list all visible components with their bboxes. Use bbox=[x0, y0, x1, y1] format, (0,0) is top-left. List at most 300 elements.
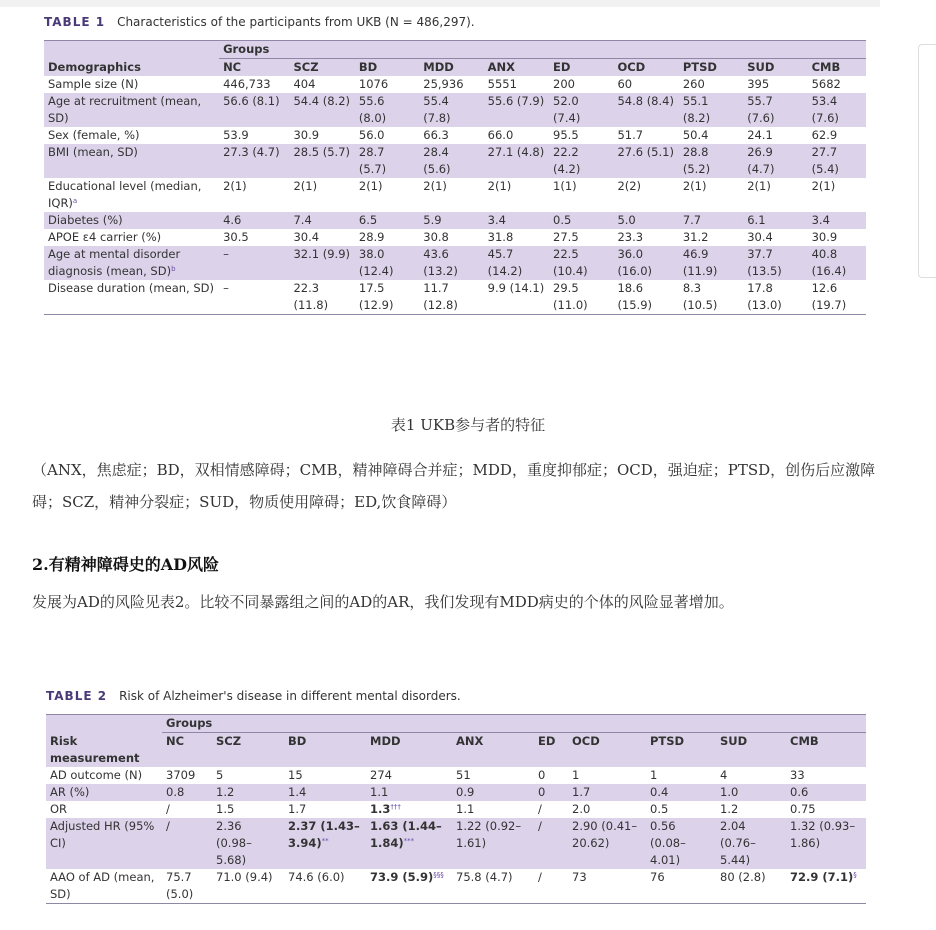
cell-value: 0.9 bbox=[456, 784, 475, 799]
table-cell bbox=[452, 801, 534, 818]
table-cell bbox=[162, 869, 212, 904]
table-cell bbox=[679, 280, 743, 315]
cell-value: 6.5 bbox=[358, 213, 378, 227]
table-cell bbox=[646, 767, 716, 784]
table-cell bbox=[484, 229, 549, 246]
table-cell bbox=[289, 127, 354, 144]
table-cell bbox=[284, 767, 366, 784]
cell-value: 446,733 bbox=[223, 77, 271, 91]
cell-value: 5682 bbox=[811, 77, 841, 91]
table1-label: TABLE 1 bbox=[44, 15, 106, 29]
cell-value: 1(1) bbox=[553, 179, 577, 193]
table-cell bbox=[534, 767, 568, 784]
cell-value: 80 (2.8) bbox=[720, 869, 766, 884]
cell-value: 32.1 (9.9) bbox=[293, 247, 351, 261]
cell-value: 0.5 bbox=[650, 801, 669, 816]
table-cell bbox=[419, 76, 483, 93]
cell-value: 31.2 bbox=[682, 230, 709, 244]
table-cell bbox=[808, 76, 866, 93]
column-header-nc: NC bbox=[219, 59, 289, 77]
row-label bbox=[44, 178, 219, 212]
cell-value: 1.1 bbox=[370, 784, 389, 799]
cell-value: 46.9 (11.9) bbox=[682, 247, 718, 278]
cell-value: 60 bbox=[617, 77, 633, 91]
cell-value: 54.8 (8.4) bbox=[617, 94, 674, 108]
table-row bbox=[44, 127, 866, 144]
table-cell bbox=[716, 869, 786, 904]
row-label bbox=[44, 280, 219, 315]
cell-value: 72.9 (7.1) bbox=[790, 869, 854, 884]
cell-value: 18.6 (15.9) bbox=[617, 281, 653, 312]
cell-value: 274 bbox=[370, 767, 392, 782]
table-cell bbox=[366, 801, 452, 818]
cell-value: 22.5 (10.4) bbox=[553, 247, 588, 278]
cell-value: 55.4 (7.8) bbox=[423, 94, 451, 125]
cell-value: 95.5 bbox=[553, 128, 579, 142]
column-header-cmb: CMB bbox=[786, 733, 866, 767]
table-cell bbox=[219, 212, 289, 229]
cell-value: 5.9 bbox=[423, 213, 442, 227]
column-header-scz: SCZ bbox=[289, 59, 354, 77]
cell-value: / bbox=[166, 801, 170, 816]
cell-value: 1076 bbox=[358, 77, 389, 91]
cell-value: 7.4 bbox=[293, 213, 312, 227]
cell-value: 26.9 (4.7) bbox=[747, 145, 775, 176]
table-cell bbox=[219, 144, 289, 178]
cell-value: 1.7 bbox=[288, 801, 307, 816]
table-cell bbox=[808, 93, 866, 127]
table-row bbox=[44, 76, 866, 93]
table-cell bbox=[219, 76, 289, 93]
table-cell bbox=[162, 818, 212, 869]
cell-value: 43.6 (13.2) bbox=[423, 247, 458, 278]
cell-value: 200 bbox=[553, 77, 575, 91]
table-cell bbox=[743, 93, 807, 127]
table-cell bbox=[786, 869, 866, 904]
table-cell bbox=[613, 76, 678, 93]
table-cell bbox=[355, 212, 419, 229]
cell-value: 0 bbox=[538, 767, 546, 782]
table-cell bbox=[452, 767, 534, 784]
row-label bbox=[46, 869, 162, 904]
cell-value: 66.3 bbox=[423, 128, 449, 142]
table-cell bbox=[613, 229, 678, 246]
cell-value: 0.56 (0.08–4.01) bbox=[650, 818, 686, 867]
cell-value: 2(1) bbox=[223, 179, 247, 193]
cell-value: 1.4 bbox=[288, 784, 307, 799]
cell-value: 8.3 (10.5) bbox=[682, 281, 718, 312]
table-cell bbox=[743, 229, 807, 246]
cell-value: 1.5 bbox=[216, 801, 235, 816]
table-cell bbox=[484, 127, 549, 144]
row-label bbox=[44, 127, 219, 144]
row-label-text: AD outcome (N) bbox=[50, 767, 143, 782]
table-cell bbox=[549, 76, 613, 93]
row-label bbox=[44, 229, 219, 246]
table-cell bbox=[366, 767, 452, 784]
cell-value: 28.8 (5.2) bbox=[682, 145, 711, 176]
table1 bbox=[44, 40, 866, 315]
table-cell bbox=[452, 784, 534, 801]
column-header-ed: ED bbox=[534, 733, 568, 767]
table-cell bbox=[716, 818, 786, 869]
groups-label: Groups bbox=[162, 715, 866, 733]
cell-value: 40.8 (16.4) bbox=[811, 247, 847, 278]
cell-value: 22.3 (11.8) bbox=[293, 281, 329, 312]
table-cell bbox=[162, 767, 212, 784]
column-header-sud: SUD bbox=[743, 59, 807, 77]
cell-value: 22.2 (4.2) bbox=[553, 145, 581, 176]
table-cell bbox=[716, 784, 786, 801]
table-cell bbox=[484, 93, 549, 127]
table-row bbox=[46, 784, 866, 801]
table-cell bbox=[808, 127, 866, 144]
table-cell bbox=[355, 144, 419, 178]
table-cell bbox=[786, 784, 866, 801]
table-cell bbox=[419, 144, 483, 178]
cell-value: 30.9 bbox=[293, 128, 320, 142]
cell-value: 50.4 bbox=[682, 128, 709, 142]
table-row bbox=[44, 246, 866, 280]
cell-value: 2(1) bbox=[293, 179, 318, 193]
table-cell bbox=[219, 178, 289, 212]
cell-value: 75.7 (5.0) bbox=[166, 869, 194, 901]
cell-value: – bbox=[223, 281, 229, 295]
column-header-bd: BD bbox=[355, 59, 419, 77]
table-cell bbox=[679, 212, 743, 229]
table-cell bbox=[743, 76, 807, 93]
cell-value: 27.1 (4.8) bbox=[487, 145, 545, 159]
table-cell bbox=[355, 229, 419, 246]
cell-value: 2(1) bbox=[682, 179, 707, 193]
table-cell bbox=[419, 93, 483, 127]
cell-value: 53.4 (7.6) bbox=[811, 94, 839, 125]
section-paragraph: 发展为AD的风险见表2。比较不同暴露组之间的AD的AR，我们发现有MDD病史的个体的风险显著增加。 bbox=[32, 593, 734, 611]
cell-value: 27.3 (4.7) bbox=[223, 145, 280, 159]
cell-value: 0.4 bbox=[650, 784, 669, 799]
column-header-anx: ANX bbox=[452, 733, 534, 767]
cell-value: 33 bbox=[790, 767, 805, 782]
top-scroll-edge bbox=[0, 0, 880, 7]
table-cell bbox=[613, 127, 678, 144]
cell-value: 0.8 bbox=[166, 784, 185, 799]
table-cell bbox=[613, 280, 678, 315]
row-label-text: Educational level (median, IQR) bbox=[48, 179, 202, 210]
cell-value: 24.1 bbox=[747, 128, 773, 142]
cell-value: 51.7 bbox=[617, 128, 644, 142]
table-cell bbox=[646, 801, 716, 818]
table-row bbox=[46, 767, 866, 784]
table-cell bbox=[534, 784, 568, 801]
table-cell bbox=[289, 246, 354, 280]
table-cell bbox=[613, 144, 678, 178]
cell-value: 53.9 bbox=[223, 128, 249, 142]
cell-value: 2.0 bbox=[572, 801, 591, 816]
table-cell bbox=[549, 127, 613, 144]
header-corner bbox=[44, 41, 219, 59]
table-cell bbox=[808, 144, 866, 178]
cell-value: 3.4 bbox=[487, 213, 506, 227]
column-header-ptsd: PTSD bbox=[679, 59, 743, 77]
cell-value: 76 bbox=[650, 869, 665, 884]
table-cell bbox=[212, 767, 284, 784]
cell-value: 1.7 bbox=[572, 784, 591, 799]
cell-value: 1.22 (0.92–1.61) bbox=[456, 818, 522, 850]
cell-value: 30.5 bbox=[223, 230, 249, 244]
table1-chinese-caption: 表1 UKB参与者的特征 bbox=[390, 416, 546, 434]
table-cell bbox=[716, 767, 786, 784]
cell-value: / bbox=[166, 818, 170, 833]
cell-value: 0 bbox=[538, 784, 546, 799]
table-cell bbox=[679, 178, 743, 212]
table-cell bbox=[808, 178, 866, 212]
cell-value: 2(1) bbox=[423, 179, 447, 193]
cell-value: 27.5 bbox=[553, 230, 579, 244]
column-header-row bbox=[46, 733, 866, 767]
column-header-scz: SCZ bbox=[212, 733, 284, 767]
row-label bbox=[46, 818, 162, 869]
cell-value: 73.9 (5.9) bbox=[370, 869, 434, 884]
table-cell bbox=[679, 246, 743, 280]
column-header-bd: BD bbox=[284, 733, 366, 767]
cell-value: 25,936 bbox=[423, 77, 464, 91]
row-label bbox=[44, 212, 219, 229]
table-cell bbox=[219, 246, 289, 280]
cell-value: 5 bbox=[216, 767, 224, 782]
row-label bbox=[46, 784, 162, 801]
table-cell bbox=[646, 869, 716, 904]
table-cell bbox=[355, 76, 419, 93]
groups-header-row bbox=[46, 715, 866, 733]
table-cell bbox=[613, 178, 678, 212]
cell-value: 55.6 (7.9) bbox=[487, 94, 545, 108]
table-cell bbox=[289, 229, 354, 246]
table-cell bbox=[716, 801, 786, 818]
row-label-text: AAO of AD (mean, SD) bbox=[50, 869, 155, 901]
cell-value: 66.0 bbox=[487, 128, 514, 142]
table-cell bbox=[808, 229, 866, 246]
cell-value: 2(1) bbox=[487, 179, 512, 193]
table-cell bbox=[743, 144, 807, 178]
table-cell bbox=[355, 280, 419, 315]
table-cell bbox=[289, 212, 354, 229]
table-cell bbox=[549, 212, 613, 229]
table-cell bbox=[786, 801, 866, 818]
table-cell bbox=[212, 801, 284, 818]
table-cell bbox=[452, 869, 534, 904]
table-cell bbox=[679, 93, 743, 127]
table-cell bbox=[419, 229, 483, 246]
cell-value: / bbox=[538, 818, 542, 833]
table-cell bbox=[289, 76, 354, 93]
table-cell bbox=[289, 280, 354, 315]
table-cell bbox=[568, 801, 646, 818]
table-cell bbox=[484, 178, 549, 212]
table-cell bbox=[534, 801, 568, 818]
table-cell bbox=[679, 229, 743, 246]
table-cell bbox=[162, 784, 212, 801]
cell-value: 55.7 (7.6) bbox=[747, 94, 775, 125]
cell-value: 55.6 (8.0) bbox=[358, 94, 387, 125]
cell-value: 5551 bbox=[487, 77, 517, 91]
cell-value: 1.2 bbox=[720, 801, 739, 816]
table-cell bbox=[284, 801, 366, 818]
table-cell bbox=[219, 93, 289, 127]
cell-value: 29.5 (11.0) bbox=[553, 281, 588, 312]
table2-label: TABLE 2 bbox=[46, 689, 108, 703]
cell-value: / bbox=[538, 801, 542, 816]
cell-value: 6.1 bbox=[747, 213, 766, 227]
cell-value: 71.0 (9.4) bbox=[216, 869, 273, 884]
table-cell bbox=[289, 93, 354, 127]
footnote-marker: b bbox=[171, 265, 176, 273]
table-row bbox=[46, 869, 866, 904]
significance-marker: ††† bbox=[390, 802, 401, 811]
cell-value: 54.4 (8.2) bbox=[293, 94, 351, 108]
table-cell bbox=[679, 127, 743, 144]
cell-value: 1.1 bbox=[456, 801, 475, 816]
cell-value: 28.7 (5.7) bbox=[358, 145, 387, 176]
table-cell bbox=[484, 246, 549, 280]
table-cell bbox=[534, 818, 568, 869]
row-label-text: Sample size (N) bbox=[48, 77, 139, 91]
table-cell bbox=[549, 246, 613, 280]
cell-value: 2(2) bbox=[617, 179, 642, 193]
cell-value: 52.0 (7.4) bbox=[553, 94, 581, 125]
row-label-text: Disease duration (mean, SD) bbox=[48, 281, 214, 295]
table-cell bbox=[743, 212, 807, 229]
table-cell bbox=[786, 767, 866, 784]
cell-value: 2(1) bbox=[811, 179, 836, 193]
table-cell bbox=[419, 178, 483, 212]
cell-value: 1.63 (1.44–1.84) bbox=[370, 818, 442, 850]
table-cell bbox=[419, 212, 483, 229]
table-cell bbox=[549, 178, 613, 212]
table-cell bbox=[289, 178, 354, 212]
table-row bbox=[44, 178, 866, 212]
cell-value: 1 bbox=[572, 767, 580, 782]
table-cell bbox=[212, 784, 284, 801]
row-label-text: Age at recruitment (mean, SD) bbox=[48, 94, 202, 125]
column-header-ocd: OCD bbox=[568, 733, 646, 767]
footnote-marker: a bbox=[72, 197, 78, 205]
row-label-text: Sex (female, %) bbox=[48, 128, 140, 142]
table-row bbox=[46, 818, 866, 869]
cell-value: 27.7 (5.4) bbox=[811, 145, 839, 176]
table-cell bbox=[743, 127, 807, 144]
table-cell bbox=[568, 869, 646, 904]
cell-value: 4 bbox=[720, 767, 728, 782]
cell-value: 2.90 (0.41–20.62) bbox=[572, 818, 638, 850]
side-panel-tab[interactable] bbox=[918, 44, 936, 278]
significance-marker: *** bbox=[403, 836, 415, 845]
column-header-ptsd: PTSD bbox=[646, 733, 716, 767]
table-cell bbox=[452, 818, 534, 869]
cell-value: 12.6 (19.7) bbox=[811, 281, 847, 312]
table-cell bbox=[646, 818, 716, 869]
cell-value: 28.4 (5.6) bbox=[423, 145, 451, 176]
cell-value: 2.36 (0.98–5.68) bbox=[216, 818, 252, 867]
table-cell bbox=[613, 212, 678, 229]
cell-value: 2.04 (0.76–5.44) bbox=[720, 818, 756, 867]
table-cell bbox=[162, 801, 212, 818]
row-label-text: Adjusted HR (95% CI) bbox=[50, 818, 155, 850]
table-cell bbox=[355, 127, 419, 144]
row-label-text: Diabetes (%) bbox=[48, 213, 123, 227]
cell-value: 56.0 bbox=[358, 128, 385, 142]
column-header-mdd: MDD bbox=[366, 733, 452, 767]
table-cell bbox=[549, 229, 613, 246]
cell-value: 1.0 bbox=[720, 784, 739, 799]
cell-value: 45.7 (14.2) bbox=[487, 247, 523, 278]
table-cell bbox=[568, 784, 646, 801]
table2-caption-text: Risk of Alzheimer's disease in different mental disorders. bbox=[119, 689, 461, 703]
table-cell bbox=[786, 818, 866, 869]
table-cell bbox=[743, 280, 807, 315]
table-cell bbox=[355, 246, 419, 280]
table-cell bbox=[219, 280, 289, 315]
cell-value: 27.6 (5.1) bbox=[617, 145, 674, 159]
cell-value: 1.32 (0.93–1.86) bbox=[790, 818, 856, 850]
cell-value: 51 bbox=[456, 767, 471, 782]
row-label-text: Age at mental disorder diagnosis (mean, SD) bbox=[48, 247, 181, 278]
table-cell bbox=[366, 784, 452, 801]
table-cell bbox=[808, 212, 866, 229]
column-header-row bbox=[44, 59, 866, 77]
cell-value: 5.0 bbox=[617, 213, 636, 227]
first-column-header: Risk measurement bbox=[46, 733, 162, 767]
row-label bbox=[44, 93, 219, 127]
table-cell bbox=[613, 93, 678, 127]
column-header-sud: SUD bbox=[716, 733, 786, 767]
table-cell bbox=[366, 818, 452, 869]
table-cell bbox=[646, 784, 716, 801]
table-cell bbox=[613, 246, 678, 280]
table-cell bbox=[289, 144, 354, 178]
column-header-anx: ANX bbox=[484, 59, 549, 77]
column-header-ocd: OCD bbox=[613, 59, 678, 77]
row-label bbox=[46, 767, 162, 784]
table-cell bbox=[284, 869, 366, 904]
cell-value: 62.9 bbox=[811, 128, 838, 142]
column-header-mdd: MDD bbox=[419, 59, 483, 77]
cell-value: 17.5 (12.9) bbox=[358, 281, 394, 312]
cell-value: 2(1) bbox=[747, 179, 771, 193]
cell-value: 395 bbox=[747, 77, 770, 91]
table-cell bbox=[419, 127, 483, 144]
table-cell bbox=[549, 93, 613, 127]
column-header-nc: NC bbox=[162, 733, 212, 767]
cell-value: 30.4 bbox=[293, 230, 320, 244]
table-cell bbox=[212, 869, 284, 904]
groups-label: Groups bbox=[219, 41, 866, 59]
row-label-text: AR (%) bbox=[50, 784, 90, 799]
cell-value: 31.8 bbox=[487, 230, 514, 244]
cell-value: 28.9 bbox=[358, 230, 385, 244]
table2 bbox=[46, 714, 866, 904]
cell-value: 56.6 (8.1) bbox=[223, 94, 280, 108]
cell-value: 404 bbox=[293, 77, 316, 91]
table-cell bbox=[534, 869, 568, 904]
table-cell bbox=[219, 127, 289, 144]
table-cell bbox=[355, 93, 419, 127]
cell-value: 36.0 (16.0) bbox=[617, 247, 653, 278]
table-row bbox=[44, 93, 866, 127]
cell-value: 3709 bbox=[166, 767, 196, 782]
cell-value: 7.7 bbox=[682, 213, 702, 227]
cell-value: 1.2 bbox=[216, 784, 235, 799]
table1-caption bbox=[44, 15, 475, 29]
